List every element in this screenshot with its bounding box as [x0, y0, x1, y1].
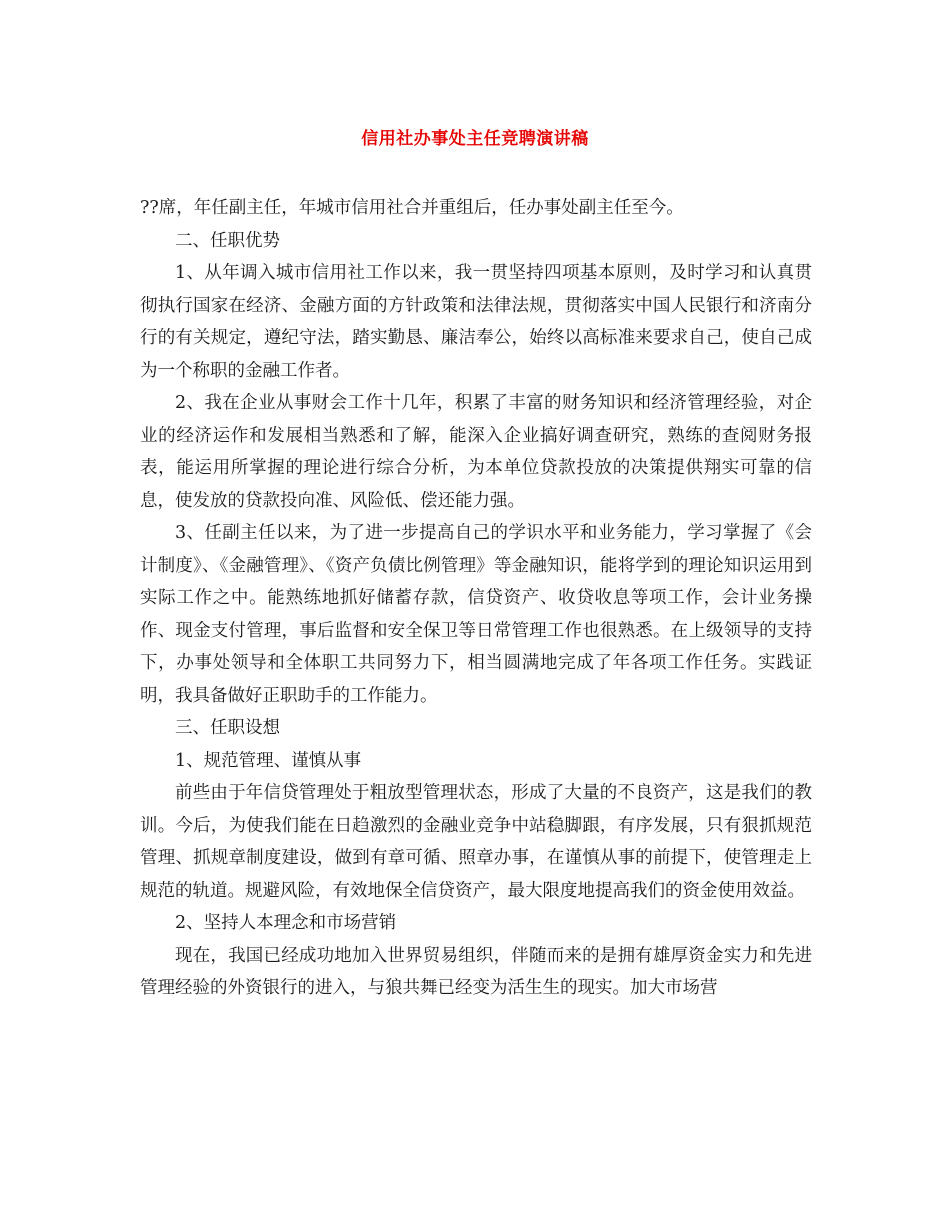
document-title: 信用社办事处主任竞聘演讲稿: [361, 129, 589, 149]
subheading-plan-2: 2、坚持人本理念和市场营销: [175, 913, 397, 933]
paragraph-intro: ??席，年任副主任，年城市信用社合并重组后，任办事处副主任至今。: [140, 198, 684, 218]
paragraph-plan-1: 前些由于年信贷管理处于粗放型管理状态，形成了大量的不良资产，这是我们的教训。今后，为使我们能在日趋激烈的金融业竞争中站稳脚跟，有序发展，只有狠抓规范管理、抓规章制度建设，做到有章可循、照章办事，在谨慎从事的前提下，使管理走上规范的轨道。规避风险，有效地保全信贷资产，最大限度地提高我们的资金使用效益。: [140, 783, 812, 901]
paragraph-advantage-1: 1、从年调入城市信用社工作以来，我一贯坚持四项基本原则，及时学习和认真贯彻执行国家在经济、金融方面的方针政策和法律法规，贯彻落实中国人民银行和济南分行的有关规定，遵纪守法，踏实勤恳、廉洁奉公，始终以高标准来要求自己，使自己成为一个称职的金融工作者。: [140, 263, 812, 381]
section-heading-plans: 三、任职设想: [175, 718, 280, 738]
paragraph-plan-2: 现在，我国已经成功地加入世界贸易组织，伴随而来的是拥有雄厚资金实力和先进管理经验的外资银行的进入，与狼共舞已经变为活生生的现实。加大市场营: [140, 945, 812, 998]
paragraph-advantage-3: 3、任副主任以来，为了进一步提高自己的学识水平和业务能力，学习掌握了《会计制度》、《金融管理》、《资产负债比例管理》等金融知识，能将学到的理论知识运用到实际工作之中。能熟练地抓好储蓄存款，信贷资产、收贷收息等项工作，会计业务操作、现金支付管理，事后监督和安全保卫等日常管理工作也很熟悉。在上级领导的支持下，办事处领导和全体职工共同努力下，相当圆满地完成了年各项工作任务。实践证明，我具备做好正职助手的工作能力。: [140, 523, 812, 706]
section-heading-advantages: 二、任职优势: [175, 230, 280, 251]
subheading-plan-1: 1、规范管理、谨慎从事: [175, 750, 362, 771]
document-body: [140, 192, 812, 1005]
paragraph-advantage-2: 2、我在企业从事财会工作十几年，积累了丰富的财务知识和经济管理经验，对企业的经济运作和发展相当熟悉和了解，能深入企业搞好调查研究，熟练的查阅财务报表，能运用所掌握的理论进行综合分析，为本单位贷款投放的决策提供翔实可靠的信息，使发放的贷款投向准、风险低、偿还能力强。: [140, 393, 812, 511]
